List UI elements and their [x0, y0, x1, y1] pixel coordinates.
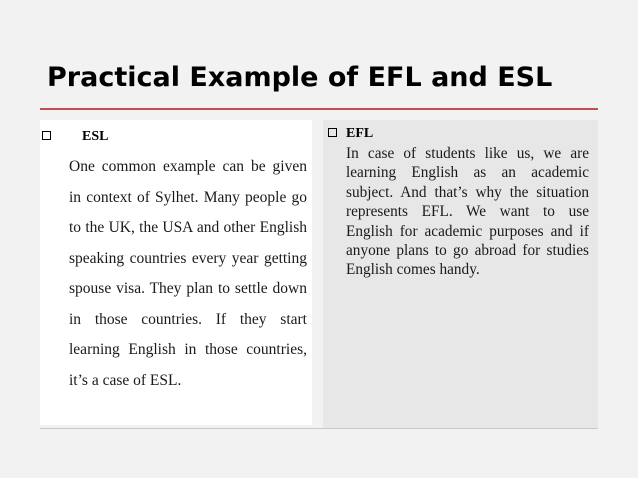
efl-heading: EFL — [346, 126, 374, 141]
bottom-divider — [40, 428, 598, 429]
slide-title: Practical Example of EFL and ESL — [47, 62, 553, 93]
efl-body-text: In case of students like us, we are learning English as an academic subject. And that’s why the situation represents EFL. We want to use English for academic purposes and if anyone plans to go abroad for studies English comes handy. — [346, 145, 589, 279]
title-divider — [40, 108, 598, 110]
esl-body-text: One common example can be given in context of Sylhet. Many people go to the UK, the USA and other English speaking countries every year getting spouse visa. They plan to settle down in those countries. If they start learning English in those countries, it’s a case of ESL. — [69, 158, 307, 389]
esl-heading: ESL — [82, 129, 109, 144]
square-bullet-icon — [42, 131, 51, 140]
square-bullet-icon — [328, 128, 337, 137]
